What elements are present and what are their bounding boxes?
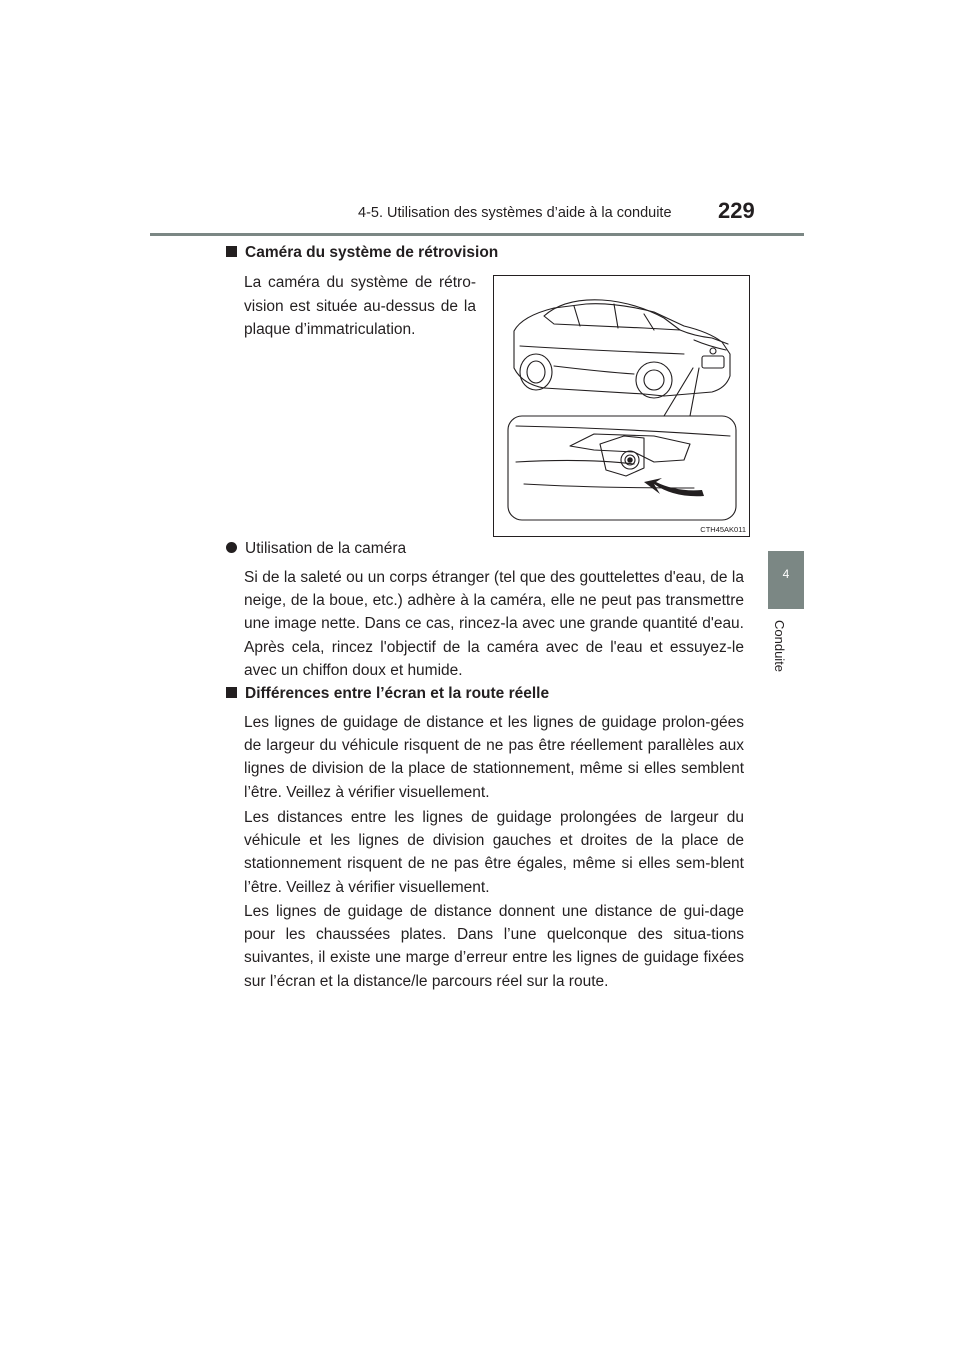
usage-bullet-text: Utilisation de la caméra: [245, 540, 407, 557]
camera-location-figure: [493, 275, 750, 537]
usage-bullet: [226, 540, 406, 558]
square-bullet-icon: [226, 687, 237, 698]
circle-bullet-icon: [226, 542, 237, 553]
camera-heading: [226, 244, 498, 262]
chapter-label: Conduite: [772, 620, 787, 673]
diff-heading-text: Différences entre l’écran et la route réelle: [245, 685, 550, 702]
car-rear-view-icon: [494, 276, 751, 538]
diff-paragraph-2: Les distances entre les lignes de guidage prolongées de largeur du véhicule et les lignes de division gauches et droites de la place de stationnement risquent de ne pas être égales, même si elles sem-blent l’être. Veillez à vérifier visuellement.: [244, 809, 744, 896]
header-divider: [150, 233, 804, 236]
diff-heading: [226, 685, 549, 703]
usage-text: Si de la saleté ou un corps étranger (tel que des gouttelettes d'eau, de la neige, de la boue, etc.) adhère à la caméra, elle ne peut pas transmettre une image nette. Dans ce cas, rincez-la avec une grande quantité d'eau. Après cela, rincez l'objectif de la caméra avec de l'eau et essuyez-le avec un chiffon doux et humide.: [244, 569, 744, 679]
figure-code: CTH45AK011: [700, 525, 746, 534]
page-number: 229: [718, 198, 755, 223]
chapter-tab: [768, 551, 804, 609]
section-title: 4-5. Utilisation des systèmes d’aide à la conduite: [358, 205, 672, 221]
square-bullet-icon: [226, 246, 237, 257]
diff-paragraph-1: Les lignes de guidage de distance et les lignes de guidage prolon-gées de largeur du véhicule risquent de ne pas être réellement parallèles aux lignes de division de la place de stationnement, même si elles semblent l’être. Veillez à vérifier visuellement.: [244, 714, 744, 801]
chapter-number: 4: [782, 567, 790, 581]
camera-heading-text: Caméra du système de rétrovision: [245, 244, 499, 261]
diff-paragraph-3: Les lignes de guidage de distance donnent une distance de gui-dage pour les chaussées plates. Dans l’une quelconque des situa-tions suivantes, il existe une marge d’erreur entre les lignes de guidage fixées sur l’écran et la distance/le parcours réel sur la route.: [244, 903, 744, 990]
camera-intro: La caméra du système de rétro-vision est située au-dessus de la plaque d’immatriculation.: [244, 274, 476, 338]
